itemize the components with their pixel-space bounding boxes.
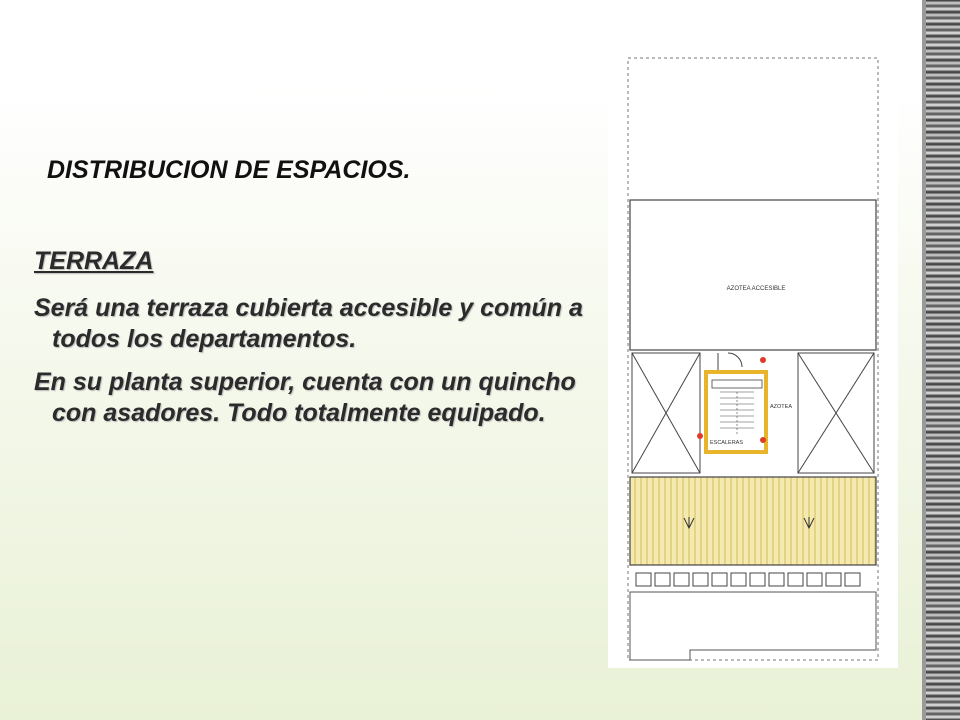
bullet-item: En su planta superior, cuenta con un quincho con asadores. Todo totalmente equipado. [34, 368, 576, 427]
bullet-list [34, 293, 594, 441]
bullet-item: Será una terraza cubierta accesible y común a todos los departamentos. [34, 294, 583, 353]
planter-row [636, 573, 860, 586]
covered-terrace [630, 477, 876, 565]
roof-label: AZOTEA ACCESIBLE [726, 286, 786, 292]
floor-plan [608, 40, 898, 668]
roof-side-label: AZOTEA [770, 404, 793, 410]
roof-area [630, 200, 876, 350]
lower-outline [630, 592, 876, 660]
fixture-marker [760, 357, 766, 363]
decorative-edge [926, 0, 960, 720]
section-subheading: TERRAZA [34, 247, 154, 275]
slide-heading: DISTRIBUCION DE ESPACIOS. [47, 156, 411, 184]
fixture-marker [697, 433, 703, 439]
stairs-label: ESCALERAS [710, 440, 744, 446]
floor-plan-drawing [608, 40, 898, 668]
plan-boundary [628, 58, 878, 660]
fixture-marker [760, 437, 766, 443]
door-swing [728, 353, 742, 367]
